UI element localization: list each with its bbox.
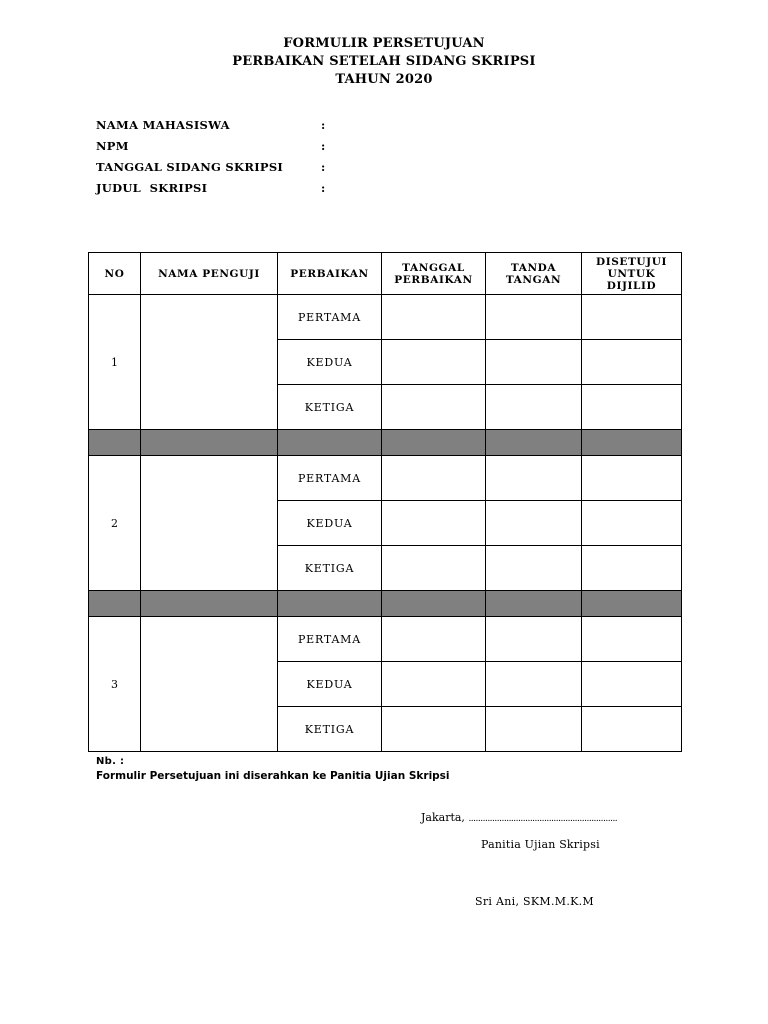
header-line: PERBAIKAN xyxy=(394,273,473,286)
header-line: DISETUJUI xyxy=(595,255,667,268)
header-revision: PERBAIKAN xyxy=(278,253,382,295)
row-number-cell: 1 xyxy=(89,295,141,430)
approval-cell[interactable] xyxy=(582,456,682,501)
approval-cell[interactable] xyxy=(582,662,682,707)
revision-label-cell: PERTAMA xyxy=(278,295,382,340)
approval-cell[interactable] xyxy=(582,501,682,546)
header-line: TANGGAL xyxy=(402,261,465,274)
separator-cell xyxy=(141,591,278,617)
revision-date-cell[interactable] xyxy=(382,385,486,430)
approval-cell[interactable] xyxy=(582,295,682,340)
approval-cell[interactable] xyxy=(582,385,682,430)
revision-date-cell[interactable] xyxy=(382,617,486,662)
approval-cell[interactable] xyxy=(582,546,682,591)
signature-cell[interactable] xyxy=(486,340,582,385)
approval-cell[interactable] xyxy=(582,707,682,752)
separator-cell xyxy=(278,591,382,617)
row-number-cell: 2 xyxy=(89,456,141,591)
revision-label-cell: KETIGA xyxy=(278,707,382,752)
separator-cell xyxy=(582,591,682,617)
revision-date-cell[interactable] xyxy=(382,546,486,591)
signature-cell[interactable] xyxy=(486,501,582,546)
signer-name: Sri Ani, SKM.M.K.M xyxy=(475,895,594,908)
form-subtitle: PERBAIKAN SETELAH SIDANG SKRIPSI xyxy=(232,54,536,69)
separator-cell xyxy=(382,430,486,456)
form-year: TAHUN 2020 xyxy=(335,72,433,87)
signature-cell[interactable] xyxy=(486,662,582,707)
date-blank: ............................................................... xyxy=(468,814,618,824)
header-no: NO xyxy=(89,253,141,295)
approval-cell[interactable] xyxy=(582,617,682,662)
info-colon: : xyxy=(321,160,326,174)
info-colon: : xyxy=(321,181,326,195)
info-row-exam-date xyxy=(96,160,356,178)
revision-label-cell: KEDUA xyxy=(278,662,382,707)
revision-date-cell[interactable] xyxy=(382,662,486,707)
info-row-npm xyxy=(96,139,356,157)
header-line: TANGAN xyxy=(505,273,562,286)
table-row xyxy=(89,295,682,340)
separator-cell xyxy=(486,591,582,617)
signature-cell[interactable] xyxy=(486,546,582,591)
info-row-thesis-title xyxy=(96,181,356,199)
header-signature xyxy=(486,253,582,295)
place-date-line xyxy=(421,811,617,824)
info-label: NPM xyxy=(96,139,129,153)
table-row xyxy=(89,617,682,662)
separator-row xyxy=(89,591,682,617)
committee-label: Panitia Ujian Skripsi xyxy=(481,838,600,851)
place-label: Jakarta, xyxy=(421,811,465,824)
signature-cell[interactable] xyxy=(486,456,582,501)
header-examiner-name: NAMA PENGUJI xyxy=(141,253,278,295)
header-approved-for-binding xyxy=(582,253,682,295)
separator-cell xyxy=(382,591,486,617)
examiner-name-cell[interactable] xyxy=(141,617,278,752)
header-line: DIJILID xyxy=(606,279,657,292)
revision-label-cell: KETIGA xyxy=(278,546,382,591)
revision-label-cell: PERTAMA xyxy=(278,456,382,501)
note-label: Nb. : xyxy=(96,756,125,767)
revision-label-cell: KEDUA xyxy=(278,340,382,385)
info-colon: : xyxy=(321,139,326,153)
separator-cell xyxy=(486,430,582,456)
signature-cell[interactable] xyxy=(486,617,582,662)
signature-cell[interactable] xyxy=(486,707,582,752)
separator-cell xyxy=(89,430,141,456)
examiner-name-cell[interactable] xyxy=(141,295,278,430)
signature-cell[interactable] xyxy=(486,385,582,430)
info-label: TANGGAL SIDANG SKRIPSI xyxy=(96,160,284,174)
revision-label-cell: PERTAMA xyxy=(278,617,382,662)
header-revision-date xyxy=(382,253,486,295)
separator-cell xyxy=(89,591,141,617)
revision-label-cell: KEDUA xyxy=(278,501,382,546)
signature-cell[interactable] xyxy=(486,295,582,340)
separator-cell xyxy=(141,430,278,456)
table-row xyxy=(89,456,682,501)
revision-date-cell[interactable] xyxy=(382,501,486,546)
row-number-cell: 3 xyxy=(89,617,141,752)
header-line: TANDA xyxy=(510,261,557,274)
revision-date-cell[interactable] xyxy=(382,340,486,385)
examiner-name-cell[interactable] xyxy=(141,456,278,591)
revision-date-cell[interactable] xyxy=(382,295,486,340)
info-label: JUDUL SKRIPSI xyxy=(96,181,208,195)
separator-cell xyxy=(278,430,382,456)
form-title: FORMULIR PERSETUJUAN xyxy=(283,36,485,51)
header-line: UNTUK xyxy=(607,267,656,280)
revision-date-cell[interactable] xyxy=(382,456,486,501)
table-header-row xyxy=(89,253,682,295)
approval-cell[interactable] xyxy=(582,340,682,385)
revision-table xyxy=(88,252,682,752)
revision-date-cell[interactable] xyxy=(382,707,486,752)
info-label: NAMA MAHASISWA xyxy=(96,118,230,132)
revision-label-cell: KETIGA xyxy=(278,385,382,430)
note-text: Formulir Persetujuan ini diserahkan ke Panitia Ujian Skripsi xyxy=(96,770,450,782)
separator-cell xyxy=(582,430,682,456)
separator-row xyxy=(89,430,682,456)
info-row-student-name xyxy=(96,118,356,136)
info-colon: : xyxy=(321,118,326,132)
